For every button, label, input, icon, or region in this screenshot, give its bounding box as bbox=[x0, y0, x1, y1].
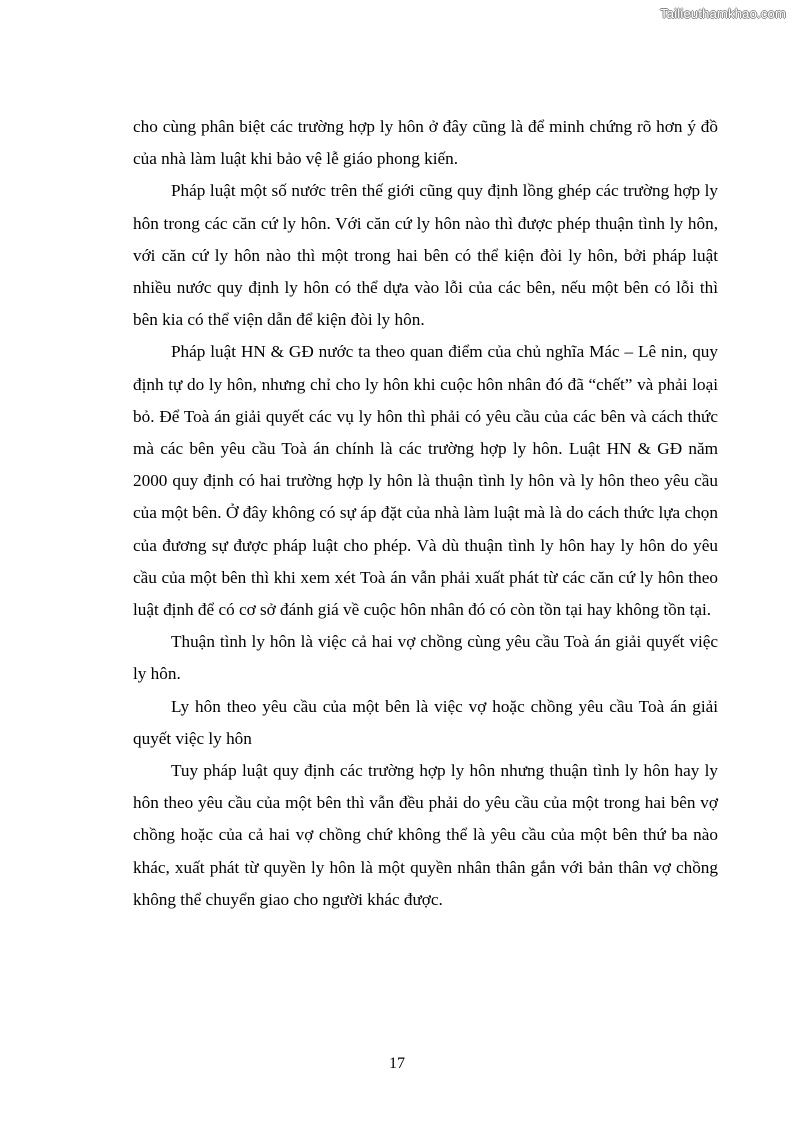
paragraph-unilateral-divorce: Ly hôn theo yêu cầu của một bên là việc vợ hoặc chồng yêu cầu Toà án giải quyết việc ly hôn bbox=[133, 696, 718, 748]
paragraph-mutual-consent-divorce: Thuận tình ly hôn là việc cả hai vợ chồng cùng yêu cầu Toà án giải quyết việc ly hôn. bbox=[133, 632, 718, 684]
paragraph-vietnam-law: Pháp luật HN & GĐ nước ta theo quan điểm của chủ nghĩa Mác – Lê nin, quy định tự do ly hôn, nhưng chỉ cho ly hôn khi cuộc hôn nhân đó đã “chết” và phải loại bỏ. Để Toà án giải quyết các vụ ly hôn thì phải có yêu cầu của các bên và cách thức mà các bên yêu cầu Toà án chính là các trường hợp ly hôn. Luật HN & GĐ năm 2000 quy định có hai trường hợp ly hôn là thuận tình ly hôn và ly hôn theo yêu cầu của một bên. Ở đây không có sự áp đặt của nhà làm luật mà là do cách thức lựa chọn của đương sự được pháp luật cho phép. Và dù thuận tình ly hôn hay ly hôn do yêu cầu của một bên thì khi xem xét Toà án vẫn phải xuất phát từ các căn cứ ly hôn theo luật định để có cơ sở đánh giá về cuộc hôn nhân đó có còn tồn tại hay không tồn tại. bbox=[133, 342, 718, 620]
page-number: 17 bbox=[389, 1055, 405, 1072]
watermark-text: Tailieuthamkhao.com bbox=[660, 6, 786, 21]
document-body bbox=[133, 111, 718, 916]
paragraph-foreign-law: Pháp luật một số nước trên thế giới cũng quy định lồng ghép các trường hợp ly hôn trong các căn cứ ly hôn. Với căn cứ ly hôn nào thì được phép thuận tình ly hôn, với căn cứ ly hôn nào thì một trong hai bên có thể kiện đòi ly hôn, bởi pháp luật nhiều nước quy định ly hôn có thể dựa vào lỗi của các bên, nếu một bên có lỗi thì bên kia có thể viện dẫn để kiện đòi ly hôn. bbox=[133, 181, 718, 330]
paragraph-right-to-divorce: Tuy pháp luật quy định các trường hợp ly hôn nhưng thuận tình ly hôn hay ly hôn theo yêu cầu của một bên thì vẫn đều phải do yêu cầu của một trong hai bên vợ chồng hoặc của cả hai vợ chồng chứ không thể là yêu cầu của một bên thứ ba nào khác, xuất phát từ quyền ly hôn là một quyền nhân thân gắn với bản thân vợ chồng không thể chuyển giao cho người khác được. bbox=[133, 761, 718, 909]
paragraph-continuation: cho cùng phân biệt các trường hợp ly hôn ở đây cũng là để minh chứng rõ hơn ý đồ của nhà làm luật khi bảo vệ lễ giáo phong kiến. bbox=[133, 117, 718, 169]
